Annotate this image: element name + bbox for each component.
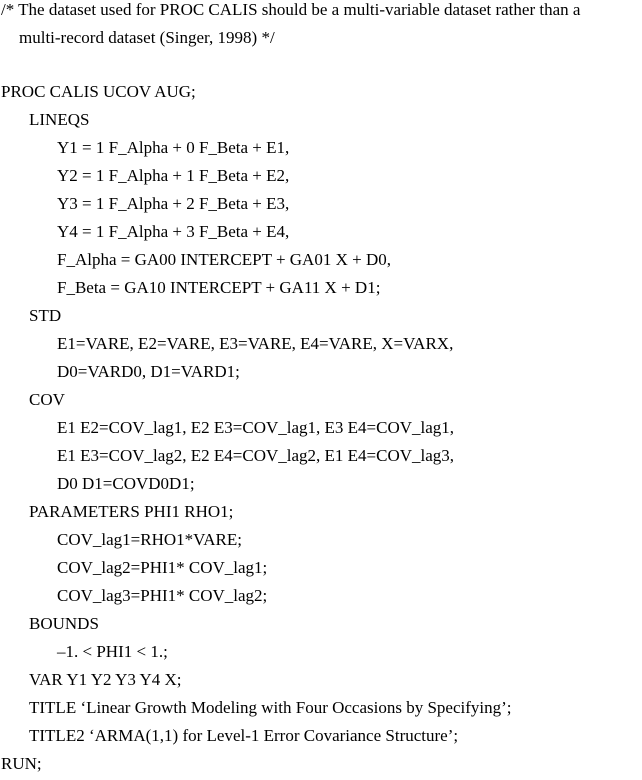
parameters-keyword: PARAMETERS PHI1 RHO1; xyxy=(29,502,234,521)
bounds-keyword: BOUNDS xyxy=(29,614,99,633)
parameter-line-1: COV_lag1=RHO1*VARE; xyxy=(57,530,242,549)
comment-line-1: /* The dataset used for PROC CALIS should be a multi-variable dataset rather than a xyxy=(1,0,581,19)
lineqs-keyword: LINEQS xyxy=(29,110,90,129)
bounds-line: –1. < PHI1 < 1.; xyxy=(57,642,168,661)
std-keyword: STD xyxy=(29,306,62,325)
cov-keyword: COV xyxy=(29,390,65,409)
equation-y1: Y1 = 1 F_Alpha + 0 F_Beta + E1, xyxy=(57,138,290,157)
equation-f-beta: F_Beta = GA10 INTERCEPT + GA11 X + D1; xyxy=(57,278,381,297)
cov-line-1: E1 E2=COV_lag1, E2 E3=COV_lag1, E3 E4=COV_lag1, xyxy=(57,418,455,437)
std-line-2: D0=VARD0, D1=VARD1; xyxy=(57,362,240,381)
equation-f-alpha: F_Alpha = GA00 INTERCEPT + GA01 X + D0, xyxy=(57,250,391,269)
parameter-line-3: COV_lag3=PHI1* COV_lag2; xyxy=(57,586,268,605)
equation-y3: Y3 = 1 F_Alpha + 2 F_Beta + E3, xyxy=(57,194,290,213)
equation-y2: Y2 = 1 F_Alpha + 1 F_Beta + E2, xyxy=(57,166,290,185)
cov-line-2: E1 E3=COV_lag2, E2 E4=COV_lag2, E1 E4=COV_lag3, xyxy=(57,446,455,465)
cov-line-3: D0 D1=COVD0D1; xyxy=(57,474,195,493)
title2-statement: TITLE2 ‘ARMA(1,1) for Level-1 Error Covariance Structure’; xyxy=(29,726,459,745)
run-statement: RUN; xyxy=(1,754,42,773)
proc-statement: PROC CALIS UCOV AUG; xyxy=(1,82,196,101)
comment-line-2: multi-record dataset (Singer, 1998) */ xyxy=(19,28,275,47)
parameter-line-2: COV_lag2=PHI1* COV_lag1; xyxy=(57,558,268,577)
var-statement: VAR Y1 Y2 Y3 Y4 X; xyxy=(29,670,182,689)
std-line-1: E1=VARE, E2=VARE, E3=VARE, E4=VARE, X=VARX, xyxy=(57,334,454,353)
title-statement: TITLE ‘Linear Growth Modeling with Four Occasions by Specifying’; xyxy=(29,698,512,717)
equation-y4: Y4 = 1 F_Alpha + 3 F_Beta + E4, xyxy=(57,222,290,241)
